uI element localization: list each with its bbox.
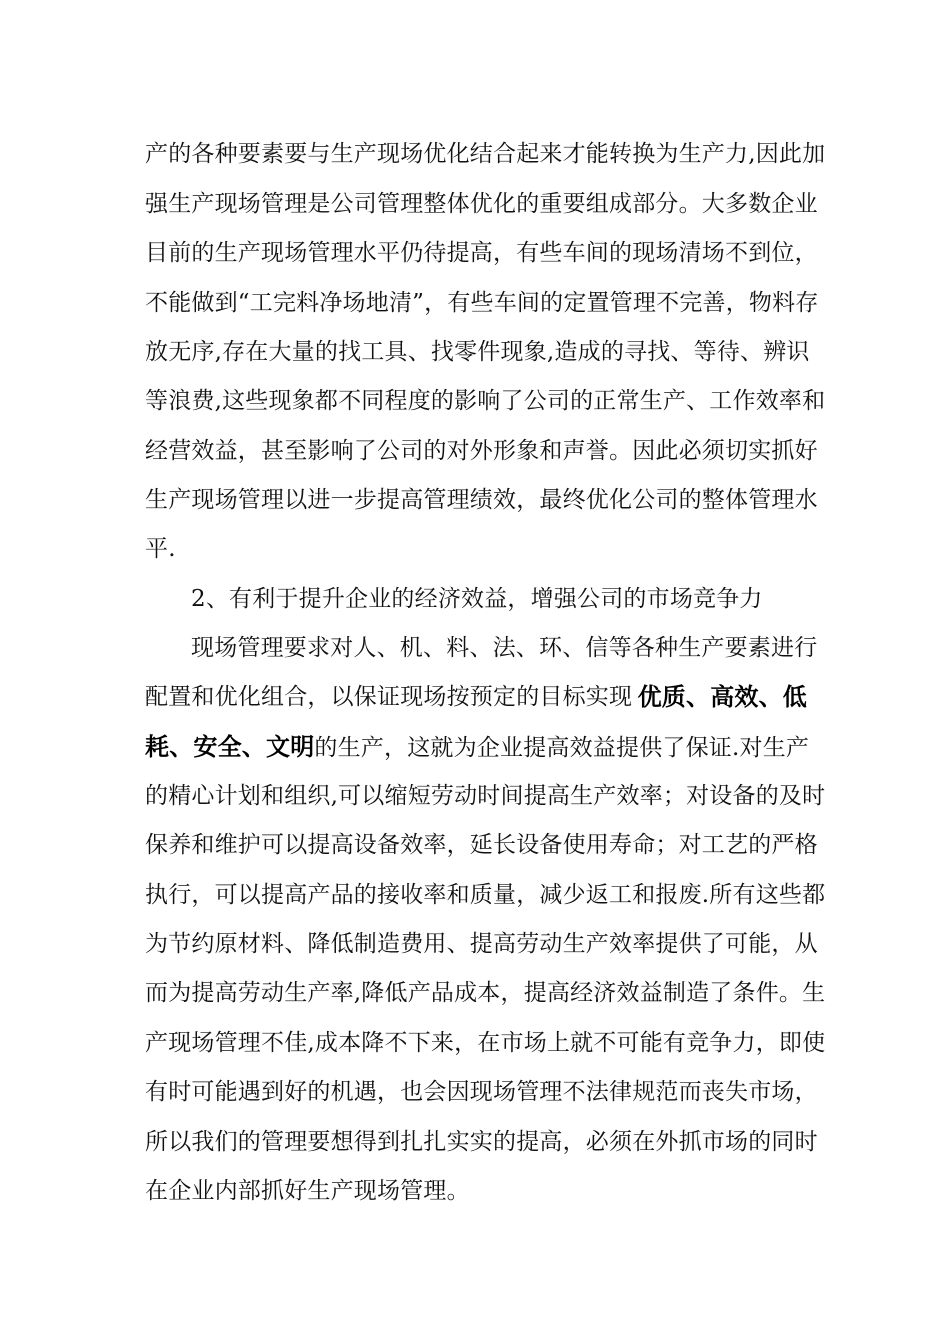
- paragraph-1-line-3: 目前的生产现场管理水平仍待提高，有些车间的现场清场不到位，: [145, 240, 818, 266]
- paragraph-1-line-4: 不能做到“工完料净场地清”，有些车间的定置管理不完善，物料存: [145, 290, 819, 316]
- paragraph-2-line-11: 所以我们的管理要想得到扎扎实实的提高，必须在外抓市场的同时: [145, 1129, 818, 1155]
- paragraph-1-line-6: 等浪费,这些现象都不同程度的影响了公司的正常生产、工作效率和: [145, 388, 826, 414]
- paragraph-2-line-6: 执行，可以提高产品的接收率和质量，减少返工和报废.所有这些都: [145, 882, 826, 908]
- paragraph-1-line-9: 平.: [145, 536, 176, 562]
- section-heading-2: 2、有利于提升企业的经济效益，增强公司的市场竞争力: [191, 586, 763, 612]
- paragraph-2-line-9: 产现场管理不佳,成本降不下来，在市场上就不可能有竞争力，即使: [145, 1030, 826, 1056]
- paragraph-2-line-10: 有时可能遇到好的机遇，也会因现场管理不法律规范而丧失市场，: [145, 1079, 818, 1105]
- paragraph-1-line-8: 生产现场管理以进一步提高管理绩效，最终优化公司的整体管理水: [145, 487, 818, 513]
- paragraph-2-line-8: 而为提高劳动生产率,降低产品成本，提高经济效益制造了条件。生: [145, 980, 826, 1006]
- paragraph-1-line-2: 强生产现场管理是公司管理整体优化的重要组成部分。大多数企业: [145, 191, 818, 217]
- paragraph-1-line-5: 放无序,存在大量的找工具、找零件现象,造成的寻找、等待、辨识: [145, 339, 810, 365]
- paragraph-1-line-7: 经营效益，甚至影响了公司的对外形象和声誉。因此必须切实抓好: [145, 438, 818, 464]
- emphasis-quality-efficiency: 优质、高效、低: [637, 683, 807, 711]
- paragraph-2-line-1: 现场管理要求对人、机、料、法、环、信等各种生产要素进行: [191, 635, 818, 661]
- paragraph-2-line-7: 为节约原材料、降低制造费用、提高劳动生产效率提供了可能，从: [145, 931, 818, 957]
- paragraph-2-line-2-text: 配置和优化组合，以保证现场按预定的目标实现: [145, 684, 633, 710]
- paragraph-1-line-1: 产的各种要素要与生产现场优化结合起来才能转换为生产力,因此加: [145, 141, 826, 167]
- paragraph-2-line-3-text: 的生产，这就为企业提高效益提供了保证.对生产: [314, 735, 810, 761]
- emphasis-safety-civility: 耗、安全、文明: [145, 733, 315, 761]
- paragraph-2-line-5: 保养和维护可以提高设备效率，延长设备使用寿命；对工艺的严格: [145, 832, 818, 858]
- paragraph-2-line-3: [145, 732, 809, 762]
- paragraph-2-line-12: 在企业内部抓好生产现场管理。: [145, 1178, 470, 1204]
- paragraph-2-line-2: [145, 682, 807, 712]
- paragraph-2-line-4: 的精心计划和组织,可以缩短劳动时间提高生产效率；对设备的及时: [145, 783, 826, 809]
